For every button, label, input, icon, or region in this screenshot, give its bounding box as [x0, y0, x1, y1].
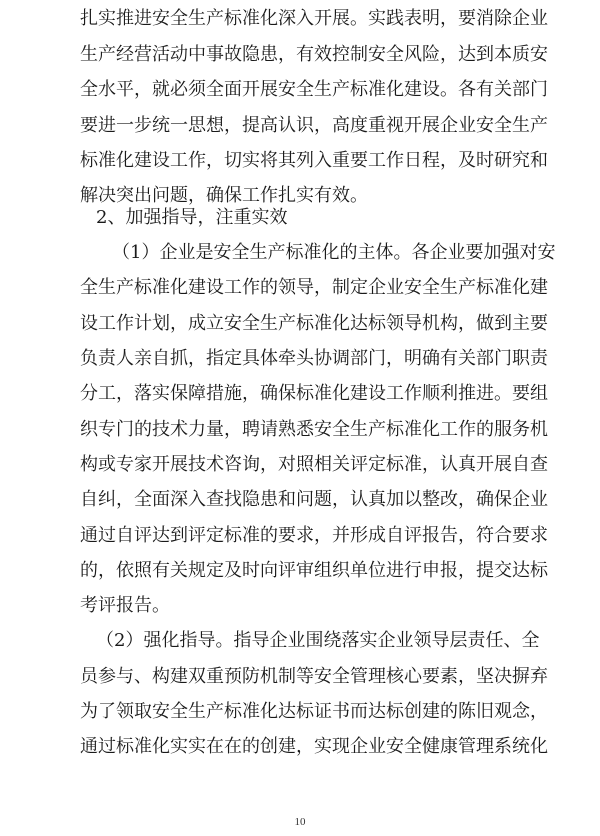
text-line: 织专门的技术力量，聘请熟悉安全生产标准化工作的服务机: [80, 419, 548, 440]
text-line: 分工，落实保障措施，确保标准化建设工作顺利推进。要组: [80, 383, 548, 404]
text-line: 设工作计划，成立安全生产标准化达标领导机构，做到主要: [80, 313, 548, 334]
text-line: 通过标准化实实在在的创建，实现企业安全健康管理系统化: [80, 736, 548, 757]
text-line: 解决突出问题，确保工作扎实有效。: [80, 185, 368, 206]
text-line: 为了领取安全生产标准化达标证书而达标创建的陈旧观念，: [80, 701, 548, 722]
text-line: 的，依照有关规定及时向评审组织单位进行申报，提交达标: [80, 560, 548, 581]
text-line: 通过自评达到评定标准的要求，并形成自评报告，符合要求: [80, 525, 548, 546]
text-line: 标准化建设工作，切实将其列入重要工作日程，及时研究和: [80, 150, 548, 171]
text-line: 考评报告。: [80, 595, 170, 616]
text-line: 员参与、构建双重预防机制等安全管理核心要素，坚决摒弃: [80, 666, 548, 687]
text-line: 要进一步统一思想，提高认识，高度重视开展企业安全生产: [80, 115, 548, 136]
paragraph-first-line: （1）企业是安全生产标准化的主体。各企业要加强对安: [112, 242, 556, 263]
text-line: 生产经营活动中事故隐患，有效控制安全风险，达到本质安: [80, 44, 548, 65]
page-number: 10: [294, 816, 306, 828]
section-heading: 2、加强指导，注重实效: [96, 207, 288, 228]
text-line: 构或专家开展技术咨询，对照相关评定标准，认真开展自查: [80, 454, 548, 475]
text-line: 负责人亲自抓，指定具体牵头协调部门，明确有关部门职责: [80, 348, 548, 369]
text-line: 扎实推进安全生产标准化深入开展。实践表明，要消除企业: [80, 8, 548, 29]
paragraph-first-line: （2）强化指导。指导企业围绕落实企业领导层责任、全: [96, 630, 540, 651]
text-line: 全水平，就必须全面开展安全生产标准化建设。各有关部门: [80, 79, 548, 100]
text-line: 全生产标准化建设工作的领导，制定企业安全生产标准化建: [80, 277, 548, 298]
text-line: 自纠，全面深入查找隐患和问题，认真加以整改，确保企业: [80, 489, 548, 510]
